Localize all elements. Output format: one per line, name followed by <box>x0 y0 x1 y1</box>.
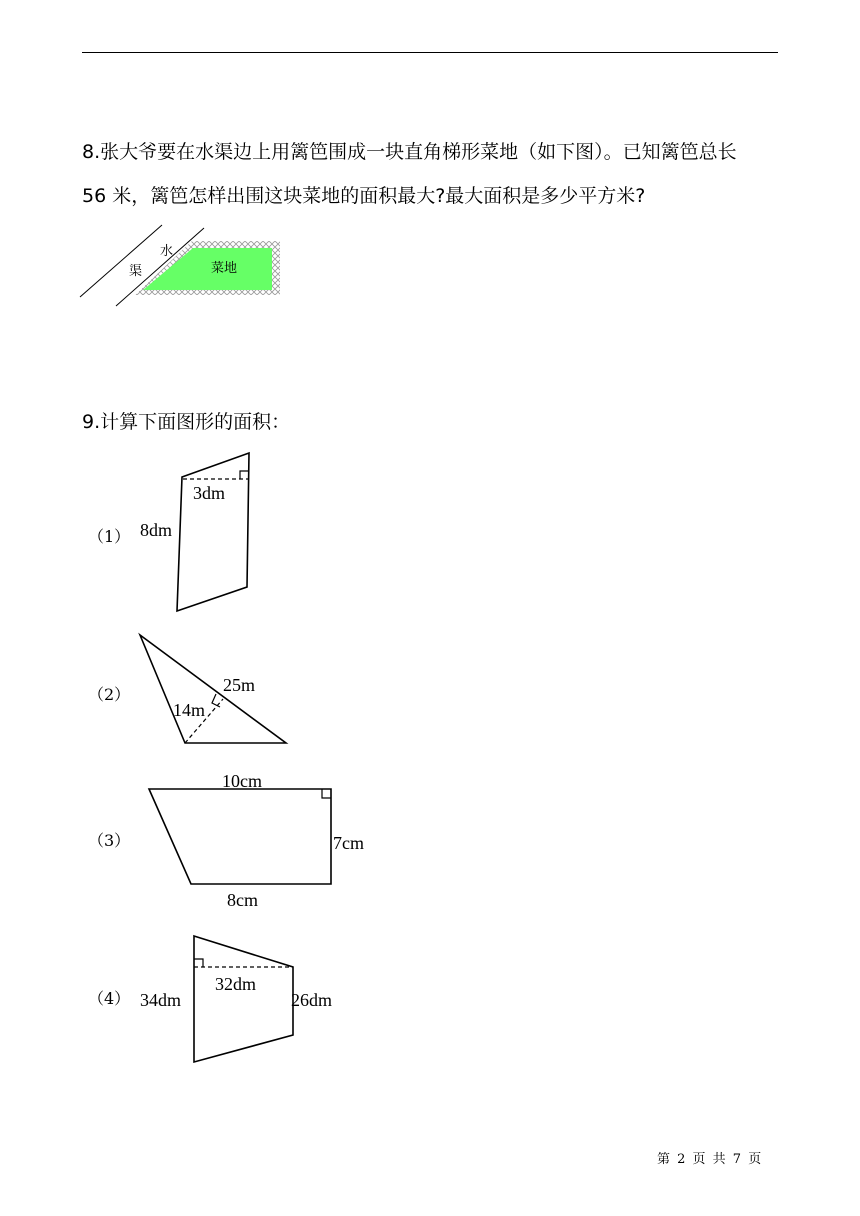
dim-10cm: 10cm <box>222 771 262 791</box>
label-field: 菜地 <box>211 261 238 276</box>
dim-25m: 25m <box>223 675 256 695</box>
right-angle-mark <box>322 789 331 798</box>
dim-32dm: 32dm <box>215 974 257 994</box>
sub-label-4: （4） <box>88 989 131 1008</box>
header-rule <box>82 52 778 53</box>
figure-parallelogram <box>130 445 270 620</box>
right-angle-mark <box>194 959 203 967</box>
sub-label-1: （1） <box>88 527 131 546</box>
triangle-shape <box>140 635 286 743</box>
right-angle-mark <box>212 694 220 707</box>
figure-trapezoid-4 <box>138 928 353 1068</box>
canal-field-figure <box>80 220 285 310</box>
label-canal: 渠 <box>129 264 143 279</box>
trapezoid-shape <box>149 789 331 884</box>
label-water: 水 <box>160 244 174 259</box>
dim-8dm: 8dm <box>140 520 173 540</box>
dim-3dm: 3dm <box>193 483 226 503</box>
figure-triangle <box>130 628 300 753</box>
dim-8cm: 8cm <box>227 890 258 910</box>
figure-trapezoid-3 <box>140 770 380 915</box>
page-footer: 第 2 页 共 7 页 <box>657 1152 762 1167</box>
question-9-title: 9.计算下面图形的面积： <box>82 411 291 433</box>
question-8-text-line2: 56 米，篱笆怎样出围这块菜地的面积最大?最大面积是多少平方米? <box>82 185 646 207</box>
dim-34dm: 34dm <box>140 990 182 1010</box>
right-angle-mark <box>240 471 248 479</box>
dim-14m: 14m <box>173 700 206 720</box>
trapezoid-shape <box>194 936 293 1062</box>
question-8-text-line1: 8.张大爷要在水渠边上用篱笆围成一块直角梯形菜地（如下图）。已知篱笆总长 <box>82 141 737 163</box>
dim-7cm: 7cm <box>333 833 364 853</box>
sub-label-3: （3） <box>88 831 131 850</box>
parallelogram-shape <box>177 453 249 611</box>
sub-label-2: （2） <box>88 685 131 704</box>
dim-26dm: 26dm <box>291 990 333 1010</box>
